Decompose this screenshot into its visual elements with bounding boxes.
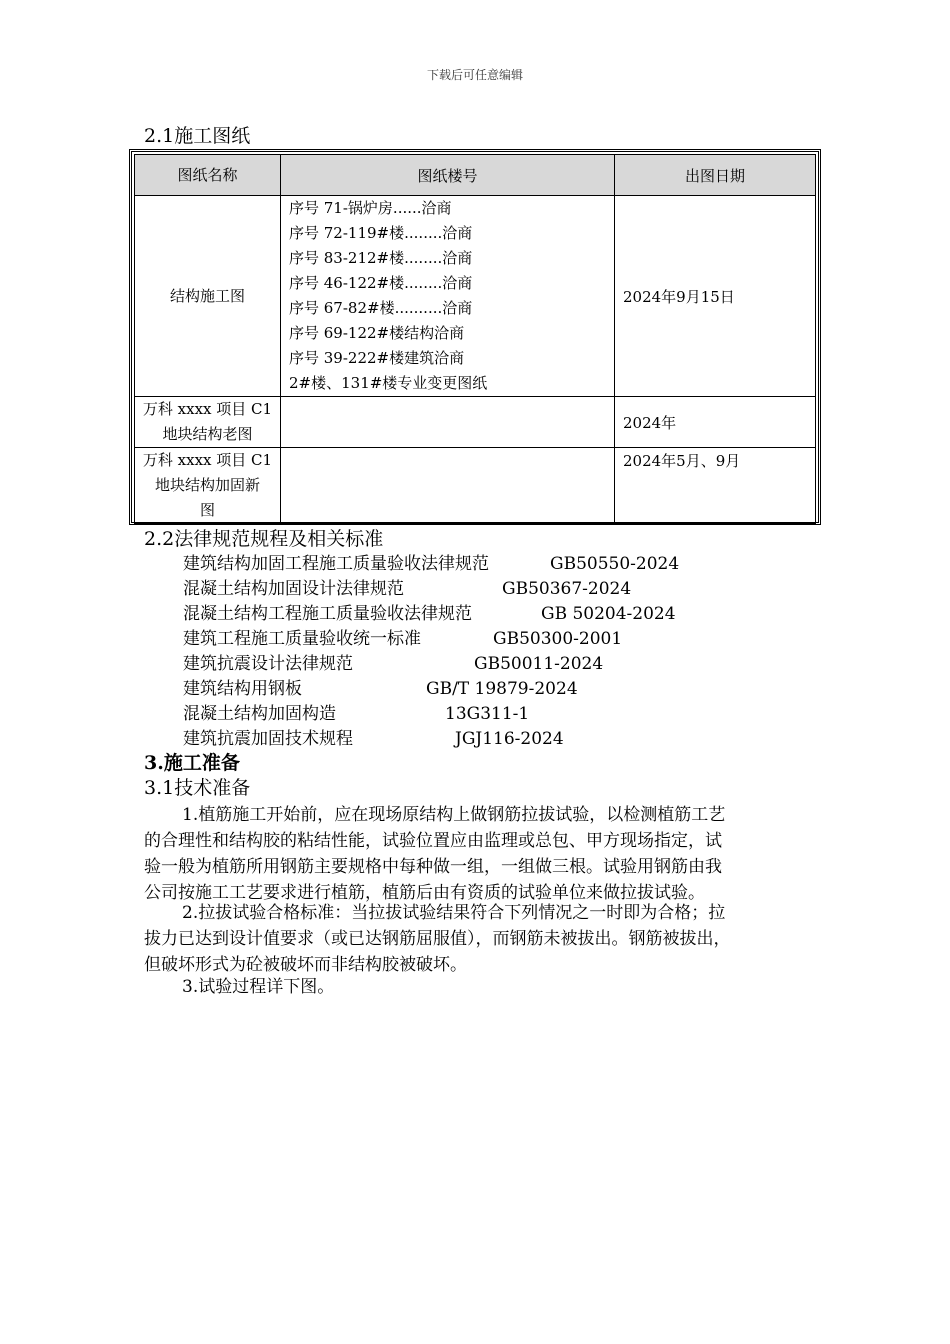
row3-floors bbox=[281, 448, 615, 524]
standard-code: GB50300-2001 bbox=[493, 629, 623, 649]
page-header-note: 下载后可任意编辑 bbox=[426, 68, 523, 82]
row3-date: 2024年5月、9月 bbox=[615, 448, 816, 524]
row3-name-line3: 图 bbox=[199, 501, 215, 519]
row2-floors bbox=[281, 397, 615, 448]
paragraph-3 bbox=[144, 974, 810, 1000]
row1-date: 2024年9月15日 bbox=[615, 196, 816, 397]
list-item bbox=[183, 552, 680, 577]
table-row bbox=[135, 397, 816, 448]
floor-item: 序号 72-119#楼........洽商 bbox=[289, 224, 473, 242]
standard-name: 建筑结构用钢板 bbox=[183, 679, 302, 699]
floor-item: 2#楼、131#楼专业变更图纸 bbox=[289, 374, 488, 392]
section-3-1-heading: 3.1技术准备 bbox=[144, 777, 251, 799]
standard-code: GB50550-2024 bbox=[550, 554, 680, 574]
paragraph-2 bbox=[144, 900, 810, 978]
table-header-name: 图纸名称 bbox=[135, 155, 281, 196]
list-item bbox=[183, 627, 623, 652]
standard-name: 建筑工程施工质量验收统一标准 bbox=[183, 629, 421, 649]
section-3-heading: 3.施工准备 bbox=[144, 752, 240, 774]
section-2-2-heading: 2.2法律规范规程及相关标准 bbox=[144, 528, 384, 550]
paragraph-1 bbox=[144, 802, 810, 906]
standard-code: 13G311-1 bbox=[445, 704, 530, 724]
table-header-floors: 图纸楼号 bbox=[281, 155, 615, 196]
paragraph-line: 但破坏形式为砼被破坏而非结构胶被破坏。 bbox=[144, 955, 467, 975]
row3-name-line2: 地块结构加固新 bbox=[154, 476, 260, 494]
paragraph-line: 公司按施工工艺要求进行植筋，植筋后由有资质的试验单位来做拉拔试验。 bbox=[144, 883, 705, 903]
table-header-date: 出图日期 bbox=[615, 155, 816, 196]
standard-name: 混凝土结构加固设计法律规范 bbox=[183, 579, 404, 599]
list-item bbox=[183, 677, 578, 702]
floor-item: 序号 39-222#楼建筑洽商 bbox=[289, 349, 465, 367]
row2-name-line2: 地块结构老图 bbox=[162, 425, 253, 443]
table-row bbox=[135, 196, 816, 397]
standard-code: JGJ116-2024 bbox=[455, 729, 564, 749]
row2-date: 2024年 bbox=[615, 397, 816, 448]
floor-item: 序号 71-锅炉房......洽商 bbox=[289, 199, 452, 217]
standard-code: GB50011-2024 bbox=[474, 654, 604, 674]
standard-name: 建筑抗震加固技术规程 bbox=[183, 729, 353, 749]
paragraph-line: 1.植筋施工开始前，应在现场原结构上做钢筋拉拔试验，以检测植筋工艺 bbox=[182, 805, 726, 825]
standard-code: GB50367-2024 bbox=[502, 579, 632, 599]
paragraph-line: 的合理性和结构胶的粘结性能，试验位置应由监理或总包、甲方现场指定，试 bbox=[144, 831, 722, 851]
standard-name: 混凝土结构加固构造 bbox=[183, 704, 336, 724]
paragraph-line: 拔力已达到设计值要求（或已达钢筋屈服值），而钢筋未被拔出。钢筋被拔出， bbox=[144, 929, 731, 949]
floor-item: 序号 46-122#楼........洽商 bbox=[289, 274, 473, 292]
table-row bbox=[135, 448, 816, 524]
floor-item: 序号 67-82#楼..........洽商 bbox=[289, 299, 473, 317]
list-item bbox=[183, 652, 604, 677]
paragraph-line: 2.拉拔试验合格标准：当拉拔试验结果符合下列情况之一时即为合格；拉 bbox=[182, 903, 726, 923]
standard-name: 混凝土结构工程施工质量验收法律规范 bbox=[183, 604, 472, 624]
drawings-table bbox=[129, 149, 821, 525]
section-2-1-heading: 2.1施工图纸 bbox=[144, 125, 251, 147]
list-item bbox=[183, 702, 530, 727]
floor-item: 序号 83-212#楼........洽商 bbox=[289, 249, 473, 267]
row1-name: 结构施工图 bbox=[135, 196, 281, 397]
standard-code: GB/T 19879-2024 bbox=[426, 679, 578, 699]
list-item bbox=[183, 577, 632, 602]
standard-name: 建筑结构加固工程施工质量验收法律规范 bbox=[183, 554, 489, 574]
row2-name-line1: 万科 xxxx 项目 C1 bbox=[142, 400, 273, 418]
standard-name: 建筑抗震设计法律规范 bbox=[183, 654, 353, 674]
row1-floor-list bbox=[281, 196, 614, 396]
paragraph-line: 3.试验过程详下图。 bbox=[182, 977, 335, 997]
paragraph-line: 验一般为植筋所用钢筋主要规格中每种做一组，一组做三根。试验用钢筋由我 bbox=[144, 857, 722, 877]
floor-item: 序号 69-122#楼结构洽商 bbox=[289, 324, 465, 342]
standards-list bbox=[183, 552, 680, 752]
list-item bbox=[183, 727, 564, 752]
standard-code: GB 50204-2024 bbox=[541, 604, 676, 624]
row3-name-line1: 万科 xxxx 项目 C1 bbox=[142, 451, 273, 469]
list-item bbox=[183, 602, 676, 627]
